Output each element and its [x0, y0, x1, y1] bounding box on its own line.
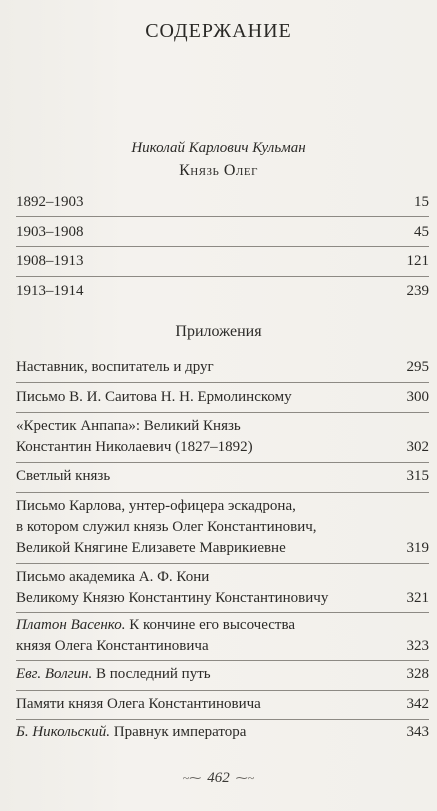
toc-entry[interactable] — [16, 496, 429, 559]
entry-text: Письмо В. И. Саитова Н. Н. Ермолинскому — [16, 389, 292, 405]
entry-text-line: князя Олега Константиновича — [16, 638, 209, 654]
toc-entry[interactable] — [16, 664, 429, 685]
divider — [16, 492, 429, 493]
divider — [16, 660, 429, 661]
entry-text-line: Письмо Карлова, унтер-офицера эскадрона, — [16, 498, 296, 514]
toc-entry[interactable] — [16, 192, 429, 213]
divider — [16, 612, 429, 613]
book-title: Князь Олег — [179, 162, 258, 179]
page-footer — [0, 770, 437, 787]
entry-author: Б. Никольский. — [16, 724, 111, 740]
page-number: 462 — [207, 770, 230, 786]
entry-text: Светлый князь — [16, 468, 111, 484]
entry-page: 302 — [406, 439, 429, 455]
entry-author: Платон Васенко. — [16, 617, 126, 633]
entry-text-line: Письмо академика А. Ф. Кони — [16, 569, 210, 585]
entry-page: 342 — [406, 696, 429, 712]
entry-text-line: в котором служил князь Олег Константинович, — [16, 519, 317, 535]
contents-title: СОДЕРЖАНИЕ — [145, 20, 292, 42]
entry-page: 319 — [406, 540, 429, 556]
toc-entry[interactable] — [16, 251, 429, 272]
entry-author: Евг. Волгин. — [16, 666, 93, 682]
toc-entry[interactable] — [16, 615, 429, 657]
toc-entry[interactable] — [16, 222, 429, 243]
toc-entry[interactable] — [16, 466, 429, 487]
toc-entry[interactable] — [16, 416, 429, 458]
entry-text: Памяти князя Олега Константиновича — [16, 696, 261, 712]
entry-text-line — [16, 615, 429, 636]
divider — [16, 246, 429, 247]
toc-entry[interactable] — [16, 694, 429, 715]
entry-text: 1903–1908 — [16, 224, 84, 240]
toc-entry[interactable] — [16, 281, 429, 302]
divider — [16, 462, 429, 463]
entry-text: Правнук императора — [113, 724, 247, 740]
entry-text: Наставник, воспитатель и друг — [16, 359, 214, 375]
appendix-heading: Приложения — [175, 323, 262, 340]
entry-text: К кончине его высочества — [129, 617, 296, 633]
divider — [16, 690, 429, 691]
entry-page: 343 — [406, 724, 429, 740]
ornament-right-icon: ⁓~ — [235, 771, 255, 785]
entry-page: 315 — [406, 468, 429, 484]
entry-page: 15 — [414, 194, 429, 210]
divider — [16, 412, 429, 413]
entry-text: 1892–1903 — [16, 194, 84, 210]
entry-text-line: Великой Княгине Елизавете Маврикиевне — [16, 540, 286, 556]
divider — [16, 216, 429, 217]
entry-page: 45 — [414, 224, 429, 240]
toc-entry[interactable] — [16, 357, 429, 378]
divider — [16, 276, 429, 277]
entry-text-line: Константин Николаевич (1827–1892) — [16, 439, 253, 455]
entry-page: 300 — [406, 389, 429, 405]
divider — [16, 382, 429, 383]
entry-page: 295 — [406, 359, 429, 375]
entry-page: 321 — [406, 590, 429, 606]
toc-entry[interactable] — [16, 722, 429, 743]
toc-entry[interactable] — [16, 567, 429, 609]
ornament-left-icon: ~⁓ — [182, 771, 202, 785]
author-name: Николай Карлович Кульман — [131, 140, 306, 156]
divider — [16, 719, 429, 720]
entry-page: 323 — [406, 638, 429, 654]
entry-page: 121 — [406, 253, 429, 269]
entry-text: В последний путь — [95, 666, 211, 682]
entry-text-line — [16, 722, 429, 743]
divider — [16, 563, 429, 564]
entry-text-line: «Крестик Анпапа»: Великий Князь — [16, 418, 241, 434]
entry-text-line: Великому Князю Константину Константиновичу — [16, 590, 329, 606]
entry-text-line — [16, 664, 429, 685]
entry-text: 1913–1914 — [16, 283, 84, 299]
entry-page: 239 — [406, 283, 429, 299]
entry-page: 328 — [406, 666, 429, 682]
entry-text: 1908–1913 — [16, 253, 84, 269]
toc-entry[interactable] — [16, 387, 429, 408]
